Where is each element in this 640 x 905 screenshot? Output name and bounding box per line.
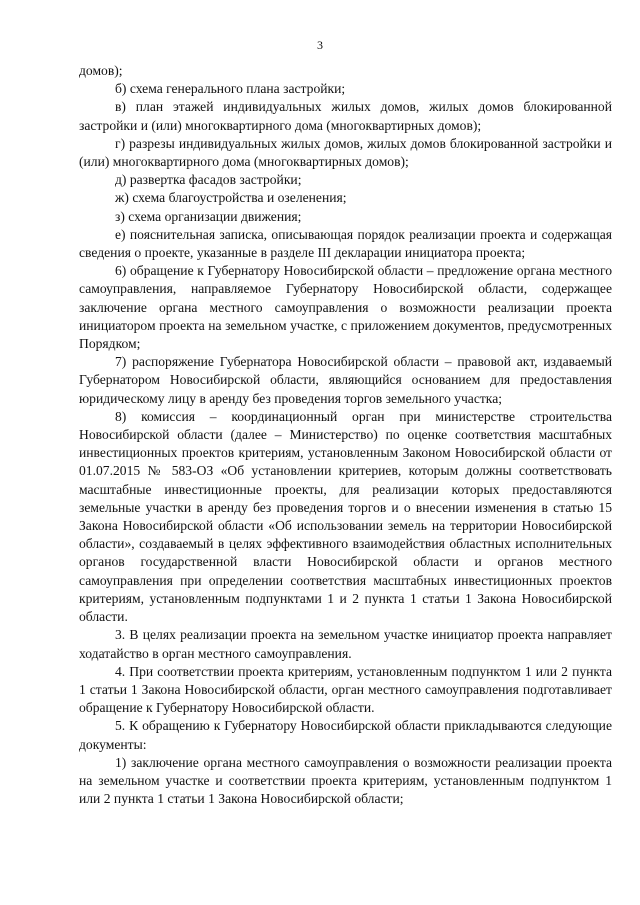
paragraph-continuation: домов); xyxy=(79,63,123,78)
paragraph-section-5: 5. К обращению к Губернатору Новосибирской области прикладываются следующие документы: xyxy=(79,718,612,752)
paragraph-item-8: 8) комиссия – координационный орган при министерстве строительства Новосибирской области (далее – Министерство) по оценке соответствия масштабных инвестиционных проектов критериям, установленным Законом Новосибирской области от 01.07.2015 № 583-ОЗ «Об установлении критериев, которым должны соответствовать масштабные инвестиционные проекты, для реализации которых предоставляются земельные участки в аренду без проведения торгов и о внесении изменения в статью 15 Закона Новосибирской области «Об использовании земель на территории Новосибирской области», создаваемый в целях эффективного взаимодействия областных исполнительных органов государственной власти Новосибирской области и органов местного самоуправления при определении соответствия масштабных инвестиционных проектов критериям, установленным подпунктами 1 и 2 пункта 1 статьи 1 Закона Новосибирской области. xyxy=(79,408,612,625)
page-number: 3 xyxy=(317,38,323,52)
paragraph-item-g: г) разрезы индивидуальных жилых домов, жилых домов блокированной застройки и (или) многоквартирного дома (многоквартирных домов); xyxy=(79,135,612,170)
paragraph-item-zh: ж) схема благоустройства и озеленения; xyxy=(115,190,347,206)
paragraph-item-b: б) схема генерального плана застройки; xyxy=(115,81,346,97)
paragraph-item-z: з) схема организации движения; xyxy=(115,208,302,224)
paragraph-item-7: 7) распоряжение Губернатора Новосибирской области – правовой акт, издаваемый Губернатором Новосибирской области, являющийся основанием для предоставления юридическому лицу в аренду без проведения торгов земельного участка; xyxy=(79,354,612,406)
paragraph-item-v: в) план этажей индивидуальных жилых домов, жилых домов блокированной застройки и (или) многоквартирного дома (многоквартирных домов); xyxy=(79,99,612,133)
paragraph-section-4: 4. При соответствии проекта критериям, установленным подпунктом 1 или 2 пункта 1 статьи 1 Закона Новосибирской области, орган местного самоуправления подготавливает обращение к Губернатору Новосибирской области. xyxy=(79,663,612,716)
paragraph-section-3: 3. В целях реализации проекта на земельном участке инициатор проекта направляет ходатайство в орган местного самоуправления. xyxy=(79,627,612,661)
document-body xyxy=(79,62,612,808)
paragraph-item-d: д) развертка фасадов застройки; xyxy=(115,172,302,188)
paragraph-item-e: е) пояснительная записка, описывающая порядок реализации проекта и содержащая сведения о проекте, указанные в разделе III декларации инициатора проекта; xyxy=(79,226,612,261)
paragraph-item-6: 6) обращение к Губернатору Новосибирской области – предложение органа местного самоуправления, направляемое Губернатору Новосибирской области, содержащее заключение органа местного самоуправления о возможности реализации проекта инициатором проекта на земельном участке, с приложением документов, предусмотренных Порядком; xyxy=(79,263,612,352)
paragraph-item-1: 1) заключение органа местного самоуправления о возможности реализации проекта на земельном участке и соответствии проекта критериям, установленным подпунктом 1 или 2 пункта 1 статьи 1 Закона Новосибирской области; xyxy=(79,754,612,807)
